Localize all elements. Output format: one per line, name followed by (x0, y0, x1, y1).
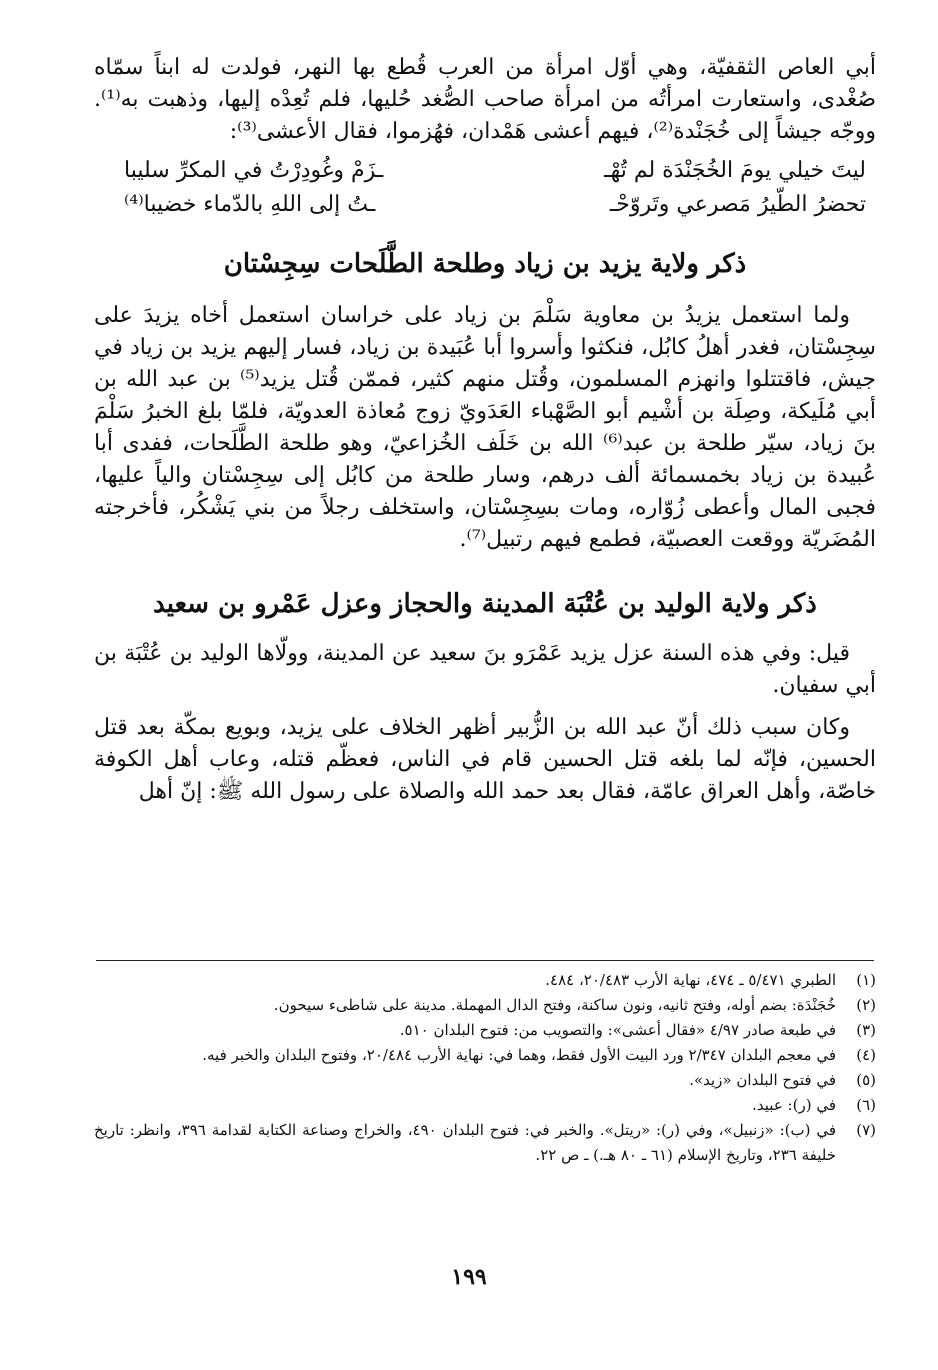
footnote (94, 993, 876, 1018)
footnote-number: (٧) (856, 1121, 876, 1139)
footnote-divider (96, 960, 874, 961)
footnote-text: في فتوح البلدان «زيد». (689, 1071, 836, 1089)
footnote-text: خُجَنْدَة: بضم أوله، وفتح ثانيه، ونون ساكنة، وفتح الدال المهملة. مدينة على شاطىء سيحون. (273, 996, 836, 1014)
footnote (94, 1043, 876, 1068)
footnote-text: في (ر): عبيد. (752, 1096, 836, 1114)
page-number: ١٩٩ (451, 1264, 487, 1290)
footnote (94, 968, 876, 993)
section-heading: ذكر ولاية يزيد بن زياد وطلحة الطَّلَحات سِجِسْتان (223, 249, 747, 279)
footnote (94, 1018, 876, 1043)
section-paragraph: وكان سبب ذلك أنّ عبد الله بن الزُّبير أظهر الخلاف على يزيد، وبويع بمكّة بعد قتل الحسين، فإنّه لما بلغه قتل الحسين قام في الناس، فعظّم قتله، وعاب أهل الكوفة خاصّة، وأهل العراق عامّة، فقال بعد حمد الله والصلاة على رسول الله ﷺ: إنّ أهل (94, 715, 876, 804)
footnote-text: الطبري ٥/٤٧١ ـ ٤٧٤، نهاية الأرب ٢٠/٤٨٣، ٤٨٤. (545, 971, 836, 989)
footnote-text: في معجم البلدان ٢/٣٤٧ ورد البيت الأول فقط، وهما في: نهاية الأرب ٢٠/٤٨٤، وفتوح البلدان والخبر فيه. (202, 1046, 836, 1064)
footnote-number: (١) (856, 971, 876, 989)
footnote-number: (٤) (856, 1046, 876, 1064)
footnote-number: (٦) (856, 1096, 876, 1114)
poetry-verses (94, 154, 876, 222)
main-text (94, 52, 876, 808)
verse-first-hemistich: ليتَ خيلي يومَ الخُجَنْدَة لم تُهْـ (604, 158, 866, 183)
footnotes (94, 968, 876, 1168)
section-heading: ذكر ولاية الوليد بن عُتْبَة المدينة والحجاز وعزل عَمْرو بن سعيد (153, 589, 817, 619)
footnote (94, 1068, 876, 1093)
footnote (94, 1118, 876, 1168)
verse-second-hemistich: ـزَمْ وغُودِرْتُ في المكرِّ سليبا (124, 158, 384, 183)
verse-line (94, 188, 876, 222)
footnote-number: (٣) (856, 1021, 876, 1039)
section-paragraph: قيل: وفي هذه السنة عزل يزيد عَمْرَو بنَ سعيد عن المدينة، وولّاها الوليد بن عُتْبَة بن أبي سفيان. (94, 641, 876, 698)
footnote-number: (٥) (856, 1071, 876, 1089)
paragraph-continued: أبي العاص الثقفيّة، وهي أوّل امرأة من العرب قُطع بها النهر، فولدت له ابناً سمّاه صُغْدى، واستعارت امرأتُه من امرأة صاحب الصُّغد حُليها، فلم تُعِدْه إليها، وذهبت به⁽¹⁾. ووجّه جيشاً إلى خُجَنْدة⁽²⁾، فيهم أعشى هَمْدان، فهُزموا، فقال الأعشى⁽³⁾: (94, 55, 876, 144)
footnote-number: (٢) (856, 996, 876, 1014)
section-paragraph: ولما استعمل يزيدُ بن معاوية سَلْمَ بن زياد على خراسان استعمل أخاه يزيدَ على سِجِسْتان، فغدر أهلُ كابُل، فنكثوا وأسروا أبا عُبَيدة بن زياد، فسار إليهم يزيد بن زياد في جيش، فاقتتلوا وانهزم المسلمون، وقُتل منهم كثير، فممّن قُتل يزيد⁽⁵⁾ بن عبد الله بن أبي مُلَيكة، وصِلَة بن أشْيم أبو الصَّهْباء العَدَويّ زوج مُعاذة العدويّة، فلمّا بلغ الخبرُ سَلْمَ بنَ زياد، سيّر طلحة بن عبد⁽⁶⁾ الله بن خَلَف الخُزاعيّ، وهو طلحة الطَّلَحات، ففدى أبا عُبيدة بن زياد بخمسمائة ألف درهم، وسار طلحة من كابُل إلى سِجِسْتان والياً عليها، فجبى المال وأعطى زُوّاره، ومات بسِجِسْتان، واستخلف رجلاً من بني يَشْكُر، فأخرجته المُضَريّة ووقعت العصبيّة، فطمع فيهم رتبيل⁽⁷⁾. (94, 303, 876, 552)
verse-line (94, 154, 876, 188)
verse-first-hemistich: تحضرُ الطّيرُ مَصرعي وتَروّحْـ (609, 192, 866, 217)
footnote-text: في (ب): «زنبيل»، وفي (ر): «ريتل». والخبر في: فتوح البلدان ٤٩٠، والخراج وصناعة الكتابة لقدامة ٣٩٦، وانظر: تاريخ خليفة ٢٣٦، وتاريخ الإسلام (٦١ ـ ٨٠ هـ.) ـ ص ٢٢. (94, 1121, 837, 1164)
footnote-text: في طبعة صادر ٤/٩٧ «فقال أعشى»: والتصويب من: فتوح البلدان ٥١٠. (399, 1021, 836, 1039)
footnote (94, 1093, 876, 1118)
verse-second-hemistich: ـتُ إلى اللهِ بالدّماء خضيبا⁽⁴⁾ (124, 192, 376, 217)
